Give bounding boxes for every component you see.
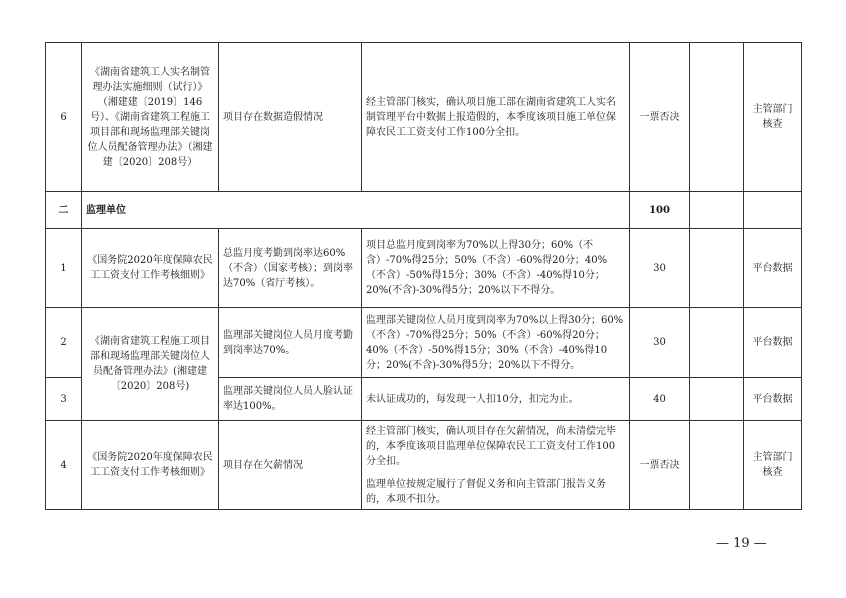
table-row bbox=[46, 421, 802, 510]
row-number: 4 bbox=[46, 421, 82, 510]
blank-cell bbox=[690, 308, 744, 378]
score-cell: 30 bbox=[630, 229, 690, 308]
row-number: 3 bbox=[46, 378, 82, 421]
section-number: 二 bbox=[46, 192, 82, 229]
blank-cell bbox=[744, 192, 802, 229]
blank-cell bbox=[690, 378, 744, 421]
rule-paragraph: 经主管部门核实，确认项目存在欠薪情况，尚未清偿完毕的，本季度该项目监理单位保障农民工工资支付工作100分全扣。 bbox=[366, 425, 616, 467]
method-cell: 平台数据 bbox=[744, 308, 802, 378]
assessment-table bbox=[45, 42, 802, 510]
item-cell: 监理部关键岗位人员人脸认证率达100%。 bbox=[219, 378, 362, 421]
rule-cell: 未认证成功的，每发现一人扣10分，扣完为止。 bbox=[362, 378, 630, 421]
rule-cell: 监理部关键岗位人员月度到岗率为70%以上得30分；60%（不含）-70%得25分；50%（不含）-60%得20分；40%（不含）-50%得15分；30%（不含）-40%得10分；20%(不含)-30%得5分；20%以下不得分。 bbox=[362, 308, 630, 378]
score-cell: 30 bbox=[630, 308, 690, 378]
item-cell: 总监月度考勤到岗率达60%（不含）（国家考核）；到岗率达70%（省厅考核）。 bbox=[219, 229, 362, 308]
table-row bbox=[46, 43, 802, 192]
section-row bbox=[46, 192, 802, 229]
blank-cell bbox=[690, 192, 744, 229]
row-number: 1 bbox=[46, 229, 82, 308]
method-cell: 主管部门核查 bbox=[744, 421, 802, 510]
table-row bbox=[46, 229, 802, 308]
rule-cell bbox=[362, 421, 630, 510]
score-cell: 40 bbox=[630, 378, 690, 421]
blank-cell bbox=[690, 43, 744, 192]
table-row bbox=[46, 308, 802, 378]
item-cell: 项目存在数据造假情况 bbox=[219, 43, 362, 192]
method-cell: 平台数据 bbox=[744, 378, 802, 421]
rule-paragraph: 监理单位按规定履行了督促义务和向主管部门报告义务的，本项不扣分。 bbox=[366, 478, 606, 505]
basis-cell: 《国务院2020年度保障农民工工资支付工作考核细则》 bbox=[82, 421, 219, 510]
blank-cell bbox=[690, 229, 744, 308]
basis-cell: 《湖南省建筑工程施工项目部和现场监理部关键岗位人员配备管理办法》(湘建建〔2020〕208号) bbox=[82, 308, 219, 421]
basis-cell: 《国务院2020年度保障农民工工资支付工作考核细则》 bbox=[82, 229, 219, 308]
row-number: 6 bbox=[46, 43, 82, 192]
page-number: — 19 — bbox=[716, 536, 767, 551]
blank-cell bbox=[690, 421, 744, 510]
rule-cell: 项目总监月度到岗率为70%以上得30分；60%（不含）-70%得25分；50%（不含）-60%得20分；40%（不含）-50%得15分；30%（不含）-40%得10分；20%(不含)-30%得5分；20%以下不得分。 bbox=[362, 229, 630, 308]
row-number: 2 bbox=[46, 308, 82, 378]
section-title: 监理单位 bbox=[82, 192, 630, 229]
basis-cell: 《湖南省建筑工人实名制管理办法实施细则（试行）》（湘建建〔2019〕146号）、《湖南省建筑工程施工项目部和现场监理部关键岗位人员配备管理办法》（湘建建〔2020〕208号） bbox=[82, 43, 219, 192]
score-cell: 一票否决 bbox=[630, 43, 690, 192]
item-cell: 项目存在欠薪情况 bbox=[219, 421, 362, 510]
rule-cell: 经主管部门核实，确认项目施工部在湖南省建筑工人实名制管理平台中数据上报造假的，本季度该项目施工单位保障农民工工资支付工作100分全扣。 bbox=[362, 43, 630, 192]
method-cell: 主管部门核查 bbox=[744, 43, 802, 192]
method-cell: 平台数据 bbox=[744, 229, 802, 308]
item-cell: 监理部关键岗位人员月度考勤到岗率达70%。 bbox=[219, 308, 362, 378]
section-score: 100 bbox=[630, 192, 690, 229]
score-cell: 一票否决 bbox=[630, 421, 690, 510]
